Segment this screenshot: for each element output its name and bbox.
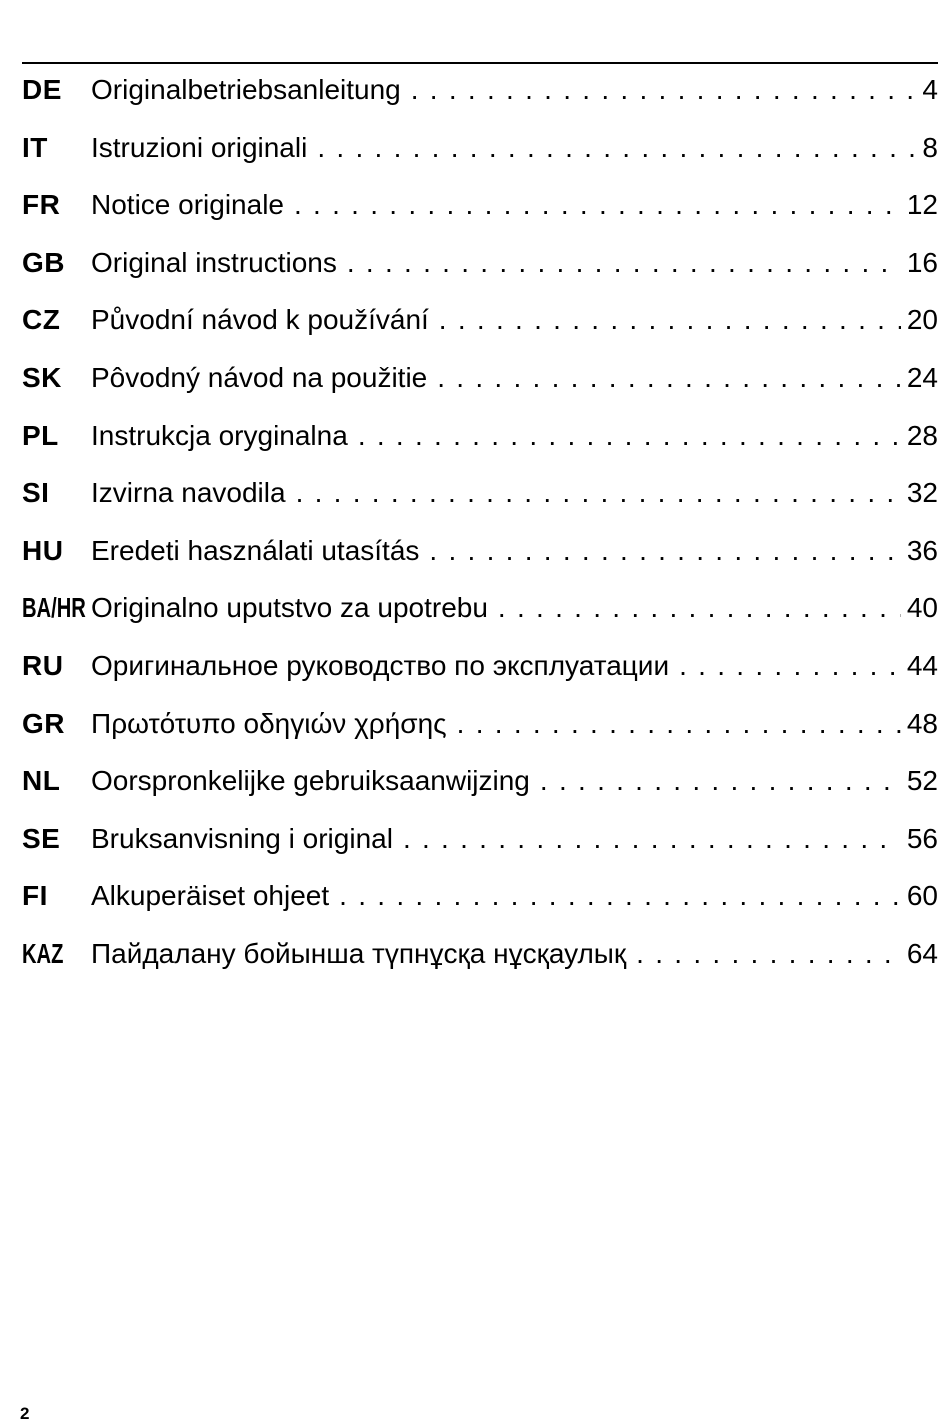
section-title: Bruksanvisning i original — [91, 822, 393, 854]
toc-entry — [91, 708, 938, 740]
language-code: FI — [22, 880, 48, 912]
toc-row-fi[interactable] — [22, 868, 938, 926]
section-title: Original instructions — [91, 246, 337, 278]
section-page-number: 28 — [906, 419, 938, 451]
language-code: FR — [22, 189, 61, 221]
toc-entry — [91, 132, 938, 164]
section-page-number: 8 — [922, 131, 938, 163]
table-of-contents — [22, 62, 938, 984]
section-title: Eredeti használati utasítás — [91, 534, 420, 566]
dot-leader — [294, 189, 901, 221]
dot-leader — [403, 823, 901, 855]
toc-entry — [91, 189, 938, 221]
dot-leader — [296, 477, 901, 509]
language-code: HU — [22, 534, 64, 566]
language-code: GB — [22, 246, 65, 278]
toc-row-kaz[interactable] — [22, 926, 938, 984]
dot-leader — [457, 708, 901, 740]
dot-leader — [411, 74, 917, 106]
dot-leader — [439, 304, 901, 336]
toc-entry — [91, 823, 938, 855]
dot-leader — [347, 247, 901, 279]
toc-row-it[interactable] — [22, 120, 938, 178]
toc-row-nl[interactable] — [22, 753, 938, 811]
section-page-number: 56 — [906, 822, 938, 854]
language-code: CZ — [22, 304, 61, 336]
dot-leader — [339, 880, 901, 912]
section-page-number: 40 — [906, 592, 938, 624]
toc-row-sk[interactable] — [22, 350, 938, 408]
toc-entry — [91, 592, 938, 624]
toc-row-se[interactable] — [22, 811, 938, 869]
section-title: Originalbetriebsanleitung — [91, 74, 401, 105]
toc-entry — [91, 420, 938, 452]
section-page-number: 24 — [906, 361, 938, 393]
language-code: SE — [22, 822, 61, 854]
section-title: Originalno uputstvo za upotrebu — [91, 592, 488, 624]
toc-entry — [91, 247, 938, 279]
section-title: Πρωτότυπο οδηγιών χρήσης — [91, 707, 447, 739]
dot-leader — [636, 938, 901, 970]
language-code: GR — [22, 707, 65, 739]
dot-leader — [498, 592, 901, 624]
toc-row-pl[interactable] — [22, 408, 938, 466]
language-code: RU — [22, 649, 64, 681]
toc-entry — [91, 880, 938, 912]
dot-leader — [540, 765, 901, 797]
dot-leader — [429, 535, 900, 567]
toc-entry — [91, 938, 938, 970]
dot-leader — [679, 650, 901, 682]
section-title: Oorspronkelijke gebruiksaanwijzing — [91, 765, 530, 797]
language-code: PL — [22, 419, 59, 451]
section-title: Pôvodný návod na použitie — [91, 361, 428, 393]
dot-leader — [437, 362, 901, 394]
toc-entry — [91, 362, 938, 394]
toc-row-gb[interactable] — [22, 235, 938, 293]
section-title: Izvirna navodila — [91, 477, 286, 509]
section-page-number: 52 — [906, 765, 938, 797]
language-code: SK — [22, 361, 62, 393]
toc-row-gr[interactable] — [22, 696, 938, 754]
section-title: Alkuperäiset ohjeet — [91, 880, 330, 912]
section-page-number: 32 — [906, 477, 938, 509]
language-code: BA/HR — [22, 592, 86, 624]
page-number: 2 — [20, 1404, 30, 1423]
toc-entry — [91, 650, 938, 682]
toc-row-cz[interactable] — [22, 292, 938, 350]
toc-row-ru[interactable] — [22, 638, 938, 696]
toc-entry — [91, 477, 938, 509]
toc-entry — [91, 535, 938, 567]
toc-entry — [91, 74, 938, 106]
toc-entry — [91, 304, 938, 336]
section-page-number: 12 — [906, 189, 938, 221]
section-page-number: 44 — [906, 649, 938, 681]
section-title: Istruzioni originali — [91, 131, 308, 163]
section-page-number: 16 — [906, 246, 938, 278]
section-title: Пайдалану бойынша түпнұсқа нұсқаулық — [91, 937, 627, 969]
section-title: Notice originale — [91, 189, 284, 221]
section-page-number: 20 — [906, 304, 938, 336]
section-title: Instrukcja oryginalna — [91, 419, 348, 451]
toc-row-si[interactable] — [22, 465, 938, 523]
toc-row-hu[interactable] — [22, 523, 938, 581]
dot-leader — [358, 420, 901, 452]
toc-row-ba-hr[interactable] — [22, 580, 938, 638]
language-code: DE — [22, 74, 62, 105]
toc-row-de[interactable] — [22, 62, 938, 120]
language-code: KAZ — [22, 937, 64, 969]
dot-leader — [317, 132, 916, 164]
section-title: Оригинальное руководство по эксплуатации — [91, 649, 670, 681]
section-page-number: 64 — [906, 937, 938, 969]
section-page-number: 36 — [906, 534, 938, 566]
language-code: NL — [22, 765, 61, 797]
toc-row-fr[interactable] — [22, 177, 938, 235]
language-code: IT — [22, 131, 48, 163]
toc-entry — [91, 765, 938, 797]
section-page-number: 4 — [922, 74, 938, 105]
section-page-number: 60 — [906, 880, 938, 912]
section-title: Původní návod k používání — [91, 304, 429, 336]
section-page-number: 48 — [906, 707, 938, 739]
language-code: SI — [22, 477, 50, 509]
